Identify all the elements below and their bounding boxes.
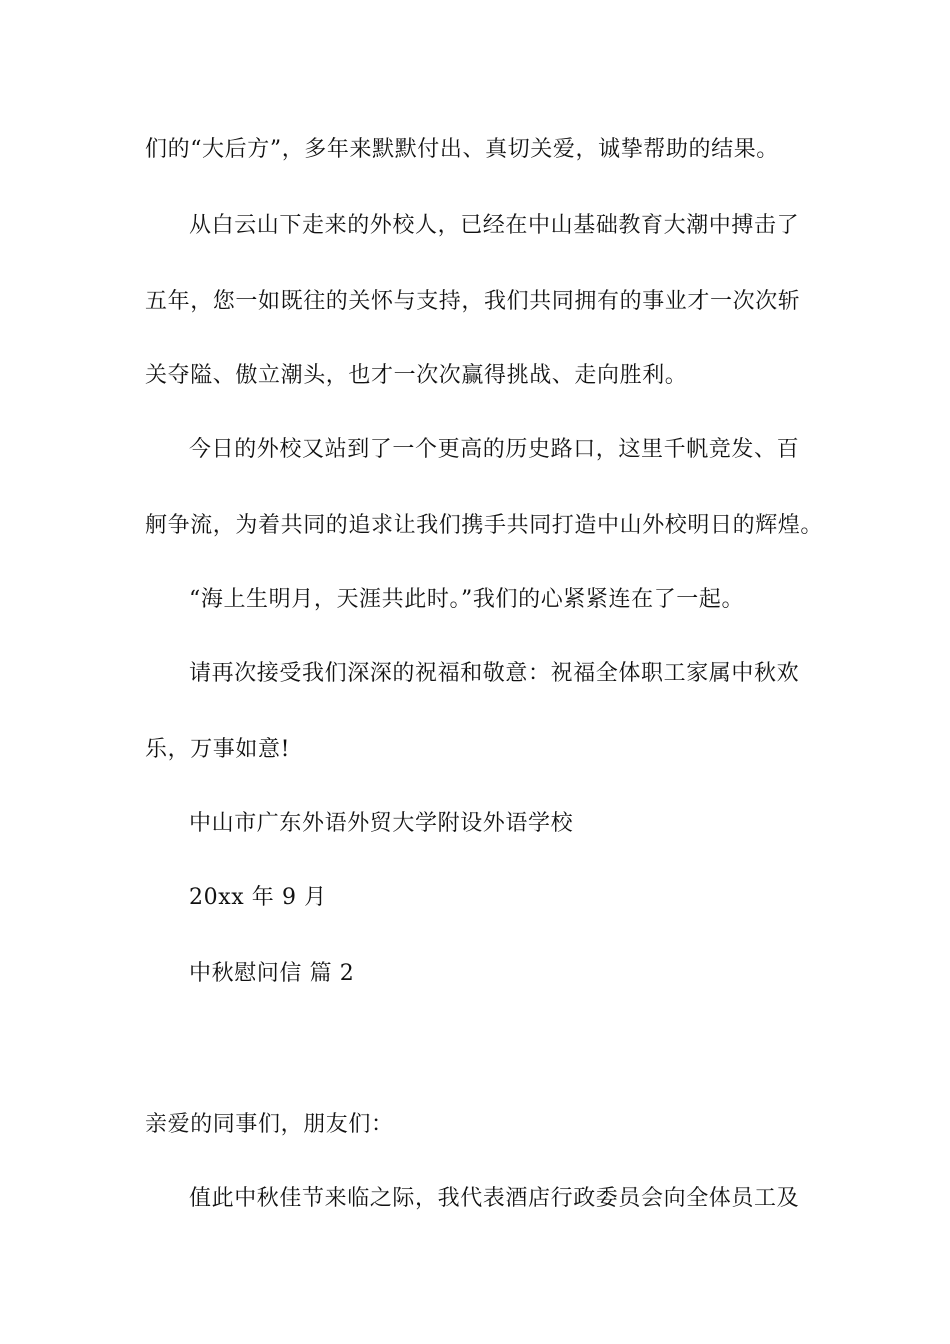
paragraph-line: 舸争流，为着共同的追求让我们携手共同打造中山外校明日的辉煌。 [145, 513, 824, 538]
paragraph-line: 从白云山下走来的外校人，已经在中山基础教育大潮中搏击了 [189, 213, 800, 238]
paragraph-line: 五年，您一如既往的关怀与支持，我们共同拥有的事业才一次次斩 [145, 289, 801, 314]
paragraph-line: 们的“大后方”，多年来默默付出、真切关爱，诚挚帮助的结果。 [145, 137, 779, 162]
paragraph-line: 值此中秋佳节来临之际，我代表酒店行政委员会向全体员工及 [189, 1186, 800, 1211]
paragraph-line: “海上生明月，天涯共此时。”我们的心紧紧连在了一起。 [189, 587, 745, 612]
salutation: 亲爱的同事们，朋友们： [145, 1112, 394, 1137]
paragraph-line: 今日的外校又站到了一个更高的历史路口，这里千帆竞发、百 [189, 437, 800, 462]
section-heading: 中秋慰问信 篇 2 [189, 961, 355, 986]
signature-date: 20xx 年 9 月 [189, 885, 327, 910]
paragraph-line: 关夺隘、傲立潮头，也才一次次赢得挑战、走向胜利。 [145, 363, 688, 388]
paragraph-line: 请再次接受我们深深的祝福和敬意：祝福全体职工家属中秋欢 [189, 661, 800, 686]
paragraph-line: 乐，万事如意! [145, 737, 291, 762]
signature-school: 中山市广东外语外贸大学附设外语学校 [189, 811, 574, 836]
